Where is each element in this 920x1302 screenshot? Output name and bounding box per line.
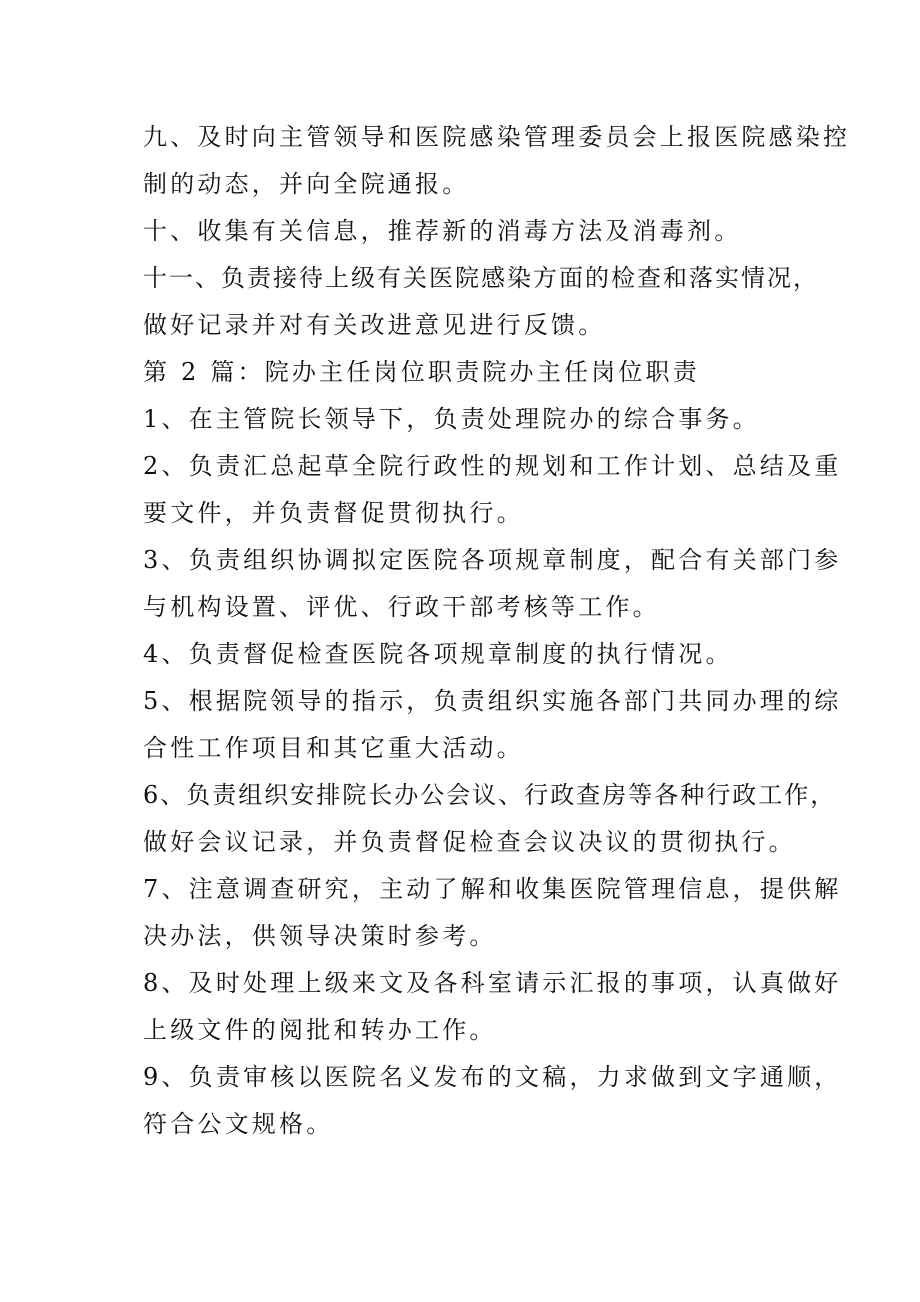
duty-6-line-1: 6、负责组织安排院长办公会议、行政查房等各种行政工作， [143, 781, 837, 809]
duty-5-line-2: 合性工作项目和其它重大活动。 [143, 734, 524, 762]
duty-4-line-1: 4、负责督促检查医院各项规章制度的执行情况。 [143, 640, 733, 668]
duty-7-line-1: 7、注意调查研究，主动了解和收集医院管理信息，提供解 [143, 875, 842, 903]
duty-2-line-2: 要文件，并负责督促贯彻执行。 [143, 499, 524, 527]
duty-8-line-2: 上级文件的阅批和转办工作。 [143, 1016, 497, 1044]
duty-9-line-2: 符合公文规格。 [143, 1110, 334, 1138]
item-11-line-1: 十一、负责接待上级有关医院感染方面的检查和落实情况， [143, 264, 819, 292]
section-heading: 第 2 篇：院办主任岗位职责院办主任岗位职责 [143, 358, 700, 386]
duty-3-line-2: 与机构设置、评优、行政干部考核等工作。 [143, 593, 660, 621]
duty-5-line-1: 5、根据院领导的指示，负责组织实施各部门共同办理的综 [143, 687, 842, 715]
duty-1-line-1: 1、在主管院长领导下，负责处理院办的综合事务。 [143, 405, 760, 433]
item-9-line-2: 制的动态，并向全院通报。 [143, 170, 470, 198]
duty-2-line-1: 2、负责汇总起草全院行政性的规划和工作计划、总结及重 [143, 452, 842, 480]
document-body [143, 114, 851, 1148]
duty-9-line-1: 9、负责审核以医院名义发布的文稿，力求做到文字通顺， [143, 1063, 842, 1091]
item-10-line-1: 十、收集有关信息，推荐新的消毒方法及消毒剂。 [143, 217, 742, 245]
duty-3-line-1: 3、负责组织协调拟定医院各项规章制度，配合有关部门参 [143, 546, 842, 574]
duty-6-line-2: 做好会议记录，并负责督促检查会议决议的贯彻执行。 [143, 828, 796, 856]
item-11-line-2: 做好记录并对有关改进意见进行反馈。 [143, 311, 606, 339]
duty-8-line-1: 8、及时处理上级来文及各科室请示汇报的事项，认真做好 [143, 969, 842, 997]
duty-7-line-2: 决办法，供领导决策时参考。 [143, 922, 497, 950]
item-9-line-1: 九、及时向主管领导和医院感染管理委员会上报医院感染控 [143, 123, 851, 151]
